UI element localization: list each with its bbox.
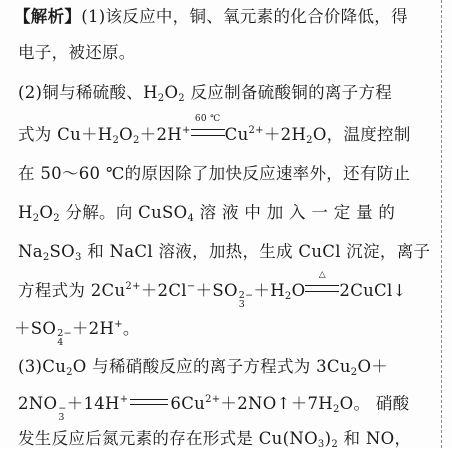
para2-line-2: 式为 $Cu+H_2O_2+2H^+$ 60 ℃ $Cu^{2+}+2H_2O$，温度控制 [18, 114, 411, 146]
para2-line-7: ＋SO 2− 4 ＋2H+。 [14, 319, 140, 348]
para2-line-6: 方程式为 $2Cu^{2+}+2Cl^-+SO$ 2− 3 $+H_2O$ △ 2CuCl↓ [18, 270, 407, 310]
equals-sign-long [130, 399, 168, 405]
solution-line-2: 电子，被还原。 [18, 43, 136, 62]
para2-line-3: 在 50～60 ℃的原因除了加快反应速率外，还有防止 [18, 164, 411, 183]
reaction-condition-label: 60 ℃ [194, 114, 221, 124]
heat-triangle-icon: △ [318, 270, 326, 280]
para2-line-5: $Na_2SO_3$ 和 NaCl 溶液，加热，生成 CuCl 沉淀，离子 [18, 242, 431, 263]
para3-line-3: 发生反应后氮元素的存在形式是 $Cu(NO_3)_2$ 和 NO， [18, 429, 412, 450]
solution-line-1: 【解析】(1)该反应中，铜、氧元素的化合价降低，得 [14, 7, 408, 26]
solution-label: 【解析】 [14, 7, 82, 26]
para2-line-1: (2)铜与稀硫酸、$H_2O_2$ 反应制备硫酸铜的离子方程 [18, 83, 393, 104]
para3-line-1: $(3)Cu_2O$ 与稀硝酸反应的离子方程式为 $3Cu_2O+$ [18, 357, 389, 378]
para2-line-4: $H_2O_2$ 分解。向 CuSO$_4$ 溶 液 中 加 入 一 定 量 的 [18, 203, 396, 224]
dashed-margin-rule [441, 0, 442, 448]
heating-condition-arrow [305, 270, 339, 302]
reaction-condition-arrow [191, 114, 225, 146]
para3-line-2: 2NO − 3 ＋14H+ $6Cu^{2+}+2NO↑+7H_2O$。 硝酸 [18, 394, 410, 423]
